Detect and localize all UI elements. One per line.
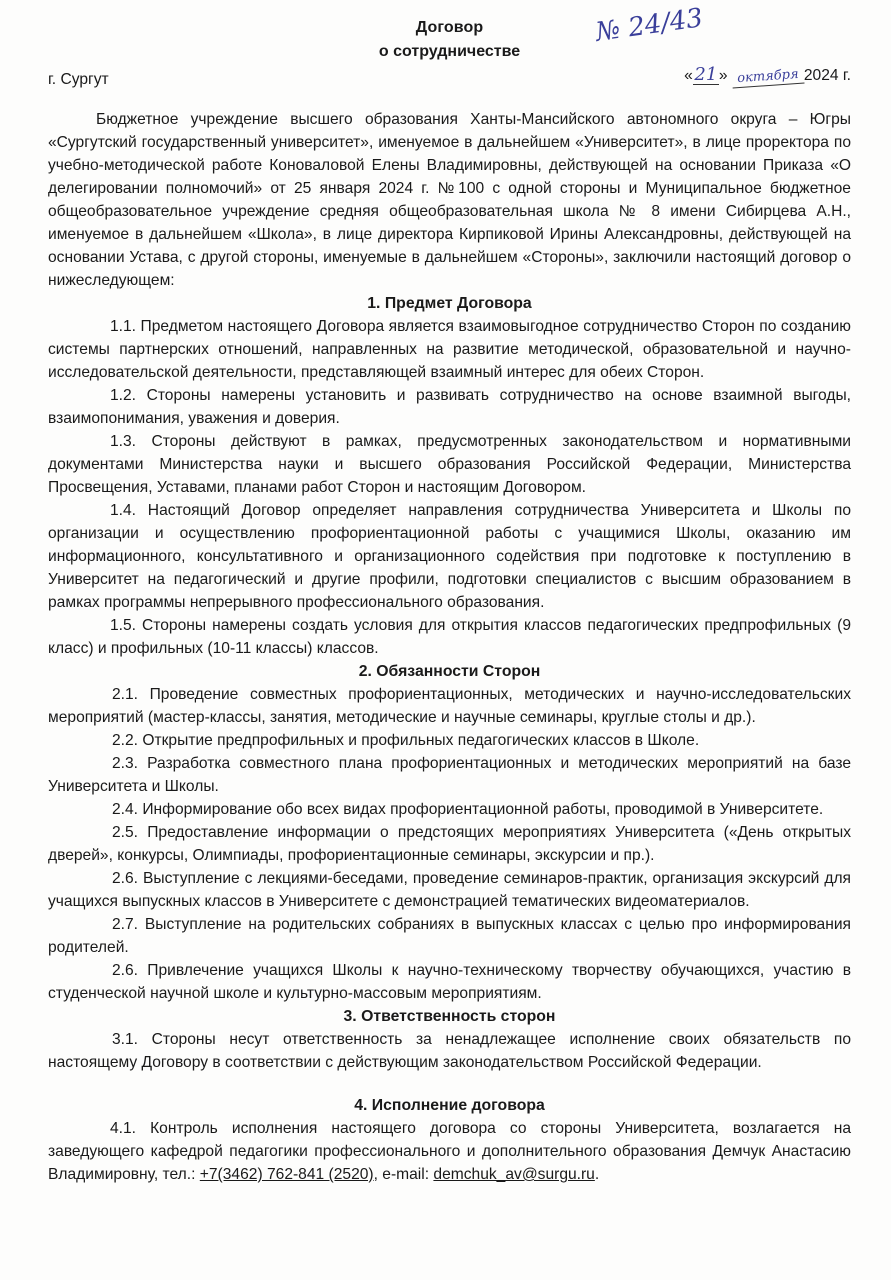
clause-2-7: 2.7. Выступление на родительских собраниях в выпускных классах с целью про информирования родителей. [48,916,851,956]
section-4-heading: 4. Исполнение договора [354,1097,545,1114]
clause-1-1: 1.1. Предметом настоящего Договора является взаимовыгодное сотрудничество Сторон по созданию системы партнерских отношений, направленных на развитие методической, образовательной и научно-исследовательской деятельности, представляющей взаимный интерес для обеих Сторон. [48,318,851,381]
clause-4-1-end: . [594,1166,600,1183]
section-1-heading: 1. Предмет Договора [367,295,532,312]
city-label: г. Сургут [48,71,109,88]
clause-1-5: 1.5. Стороны намерены создать условия для открытия классов педагогических предпрофильных (9 класс) и профильных (10-11 классы) классов. [48,617,851,657]
clause-2-8: 2.6. Привлечение учащихся Школы к научно-техническому творчеству обучающихся, участию в студенческой научной школе и культурно-массовым мероприятиям. [48,962,851,1002]
clause-3-1: 3.1. Стороны несут ответственность за ненадлежащее исполнение своих обязательств по настоящему Договору в соответствии с действующим законодательством Российской Федерации. [48,1031,851,1071]
clause-1-4: 1.4. Настоящий Договор определяет направления сотрудничества Университета и Школы по организации и осуществлению профориентационной работы с учащимися Школы, оказанию им информационного, консультативного и организационного содействия при подготовке к поступлению в Университет на педагогический и другие профили, подготовки специалистов с высшим образованием в рамках программы непрерывного профессионального образования. [48,502,851,611]
handwritten-date-day: 21 [694,64,718,85]
clause-2-2: 2.2. Открытие предпрофильных и профильных педагогических классов в Школе. [112,732,700,749]
clause-1-3: 1.3. Стороны действуют в рамках, предусмотренных законодательством и нормативными документами Министерства науки и высшего образования Российской Федерации, Министерства Просвещения, Уставами, планами работ Сторон и настоящим Договором. [48,433,851,496]
clause-2-6: 2.6. Выступление с лекциями-беседами, проведение семинаров-практик, организация экскурсий для учащихся выпускных классов в Университете с демонстрацией тематических видеоматериалов. [48,870,851,910]
date-quote-close: » [718,67,728,84]
document-title: Договор [415,19,484,36]
phone-link[interactable]: +7(3462) 762-841 (2520) [199,1166,374,1183]
clause-2-1: 2.1. Проведение совместных профориентационных, методических и научно-исследовательских мероприятий (мастер-классы, занятия, методические и научные семинары, круглые столы и др.). [48,686,851,726]
clause-2-5: 2.5. Предоставление информации о предстоящих мероприятиях Университета («День открытых дверей», конкурсы, Олимпиады, профориентационные семинары, экскурсии и пр.). [48,824,851,864]
section-2-heading: 2. Обязанности Сторон [358,663,541,680]
email-link[interactable]: demchuk_av@surgu.ru [433,1166,595,1183]
clause-2-4: 2.4. Информирование обо всех видах профориентационной работы, проводимой в Университете. [112,801,824,818]
document-subtitle: о сотрудничестве [378,43,521,60]
clause-1-2: 1.2. Стороны намерены установить и развивать сотрудничество на основе взаимной выгоды, взаимопонимания, уважения и доверия. [48,387,851,427]
intro-paragraph: Бюджетное учреждение высшего образования Ханты-Мансийского автономного округа – Югры «Сургутский государственный университет», именуемое в дальнейшем «Университет», в лице проректора по учебно-методической работе Коноваловой Елены Владимировны, действующей на основании Приказа «О делегировании полномочий» от 25 января 2024 г. №100 с одной стороны и Муниципальное бюджетное общеобразовательное учреждение средняя общеобразовательная школа № 8 имени Сибирцева А.Н., именуемое в дальнейшем «Школа», в лице директора Кирпиковой Ирины Александровны, действующей на основании Устава, с другой стороны, именуемые в дальнейшем «Стороны», заключили настоящий договор о нижеследующем: [48,111,851,289]
contract-date [684,64,851,87]
date-year: 2024 г. [803,67,851,84]
handwritten-contract-number: № 24/43 [593,3,705,48]
clause-4-1-text: 4.1. Контроль исполнения настоящего договора со стороны Университета, возлагается на заведующего кафедрой педагогики профессионального и дополнительного образования Демчук Анастасию Владимировну, тел.: [48,1120,851,1183]
clause-4-1 [48,1117,851,1186]
clause-2-3: 2.3. Разработка совместного плана профориентационных и методических мероприятий на базе Университета и Школы. [48,755,851,795]
handwritten-date-month: октября [731,67,804,89]
date-quote-open: « [684,67,693,84]
email-label: , e-mail: [373,1166,434,1183]
section-3-heading: 3. Ответственность сторон [343,1008,556,1025]
document-header [48,0,851,92]
